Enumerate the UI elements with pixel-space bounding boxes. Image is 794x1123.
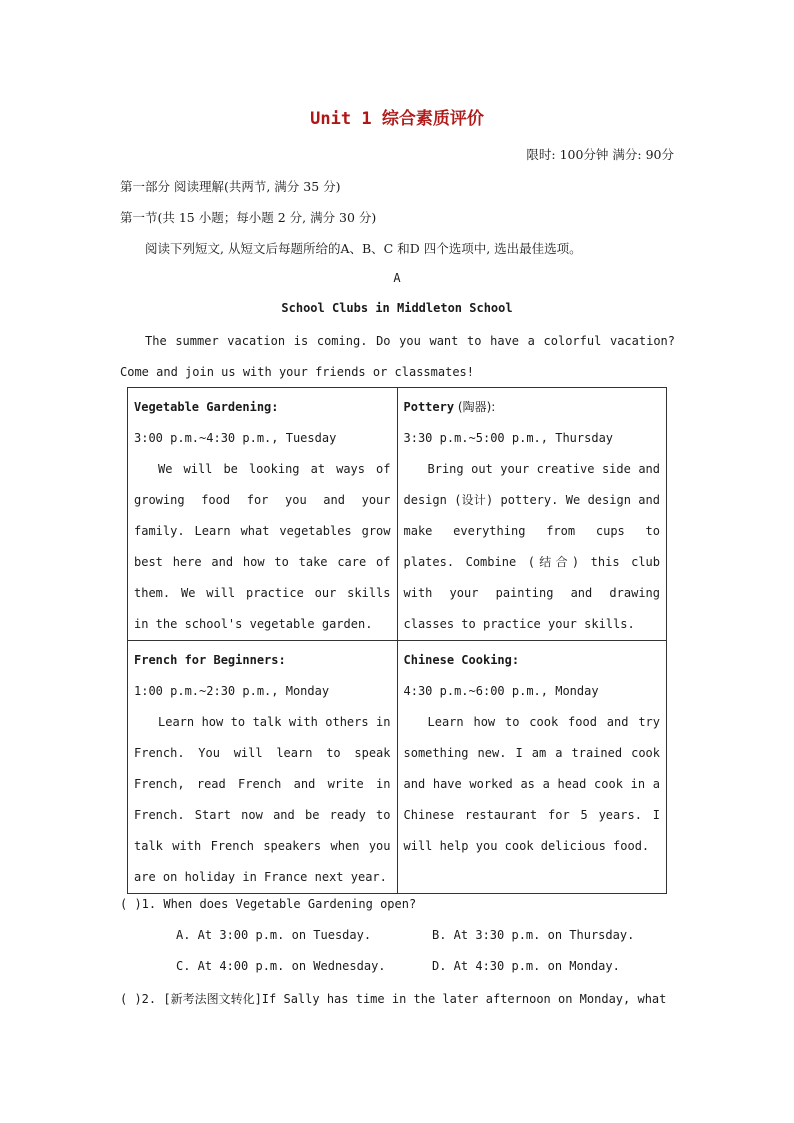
club-time: 3:00 p.m.~4:30 p.m., Tuesday [134,431,337,445]
question-1: ( )1. When does Vegetable Gardening open? [120,897,417,911]
club-cell-pottery [397,388,667,641]
clubs-table [127,387,667,894]
section-heading: 第一节(共 15 小题；每小题 2 分, 满分 30 分) [120,210,377,225]
club-description: Learn how to talk with others in French. You will learn to speak French, read French and write in French. Start now and be ready to talk with French speakers when you are on holiday in France next year. [134,715,391,884]
question-1-option-c: C. At 4:00 p.m. on Wednesday. [176,959,386,973]
instruction-text: 阅读下列短文, 从短文后每题所给的A、B、C 和D 四个选项中, 选出最佳选项。 [145,241,582,256]
club-time: 1:00 p.m.~2:30 p.m., Monday [134,684,330,698]
club-name: Chinese Cooking: [403,653,520,667]
question-1-option-b: B. At 3:30 p.m. on Thursday. [432,928,635,942]
club-description: Learn how to cook food and try something new. I am a trained cook and have worked as a head cook in a Chinese restaurant for 5 years. I will help you cook delicious food. [403,715,660,853]
club-description: Bring out your creative side and design (设计) pottery. We design and make everything from cups to plates. Combine (结合) this club with your painting and drawing classes to practice your skills. [403,462,660,631]
club-name: French for Beginners: [134,653,286,667]
page-title [0,104,794,129]
passage-letter: A [393,271,401,285]
club-description: We will be looking at ways of growing food for you and your family. Learn what vegetables grow best here and how to take care of them. We will practice our skills in the school's vegetable garden. [134,462,391,631]
question-1-option-d: D. At 4:30 p.m. on Monday. [432,959,620,973]
passage-intro: The summer vacation is coming. Do you want to have a colorful vacation? Come and join us with your friends or classmates! [120,334,675,379]
time-limit: 限时: 100分钟 满分: 90分 [526,147,674,162]
club-time: 4:30 p.m.~6:00 p.m., Monday [403,684,599,698]
club-time: 3:30 p.m.~5:00 p.m., Thursday [403,431,614,445]
club-name: Vegetable Gardening: [134,400,279,414]
part-heading: 第一部分 阅读理解(共两节, 满分 35 分) [120,179,341,194]
club-name-note: (陶器): [454,400,496,414]
club-cell-vegetable-gardening [128,388,398,641]
title-chinese: 综合素质评价 [381,109,484,129]
title-prefix: Unit 1 [310,109,382,129]
club-cell-chinese-cooking [397,641,667,894]
club-name: Pottery [403,400,455,414]
question-1-option-a: A. At 3:00 p.m. on Tuesday. [176,928,372,942]
club-cell-french-for-beginners [128,641,398,894]
question-2: ( )2. [新考法图文转化]If Sally has time in the later afternoon on Monday, what [120,992,667,1006]
passage-title: School Clubs in Middleton School [281,301,513,315]
